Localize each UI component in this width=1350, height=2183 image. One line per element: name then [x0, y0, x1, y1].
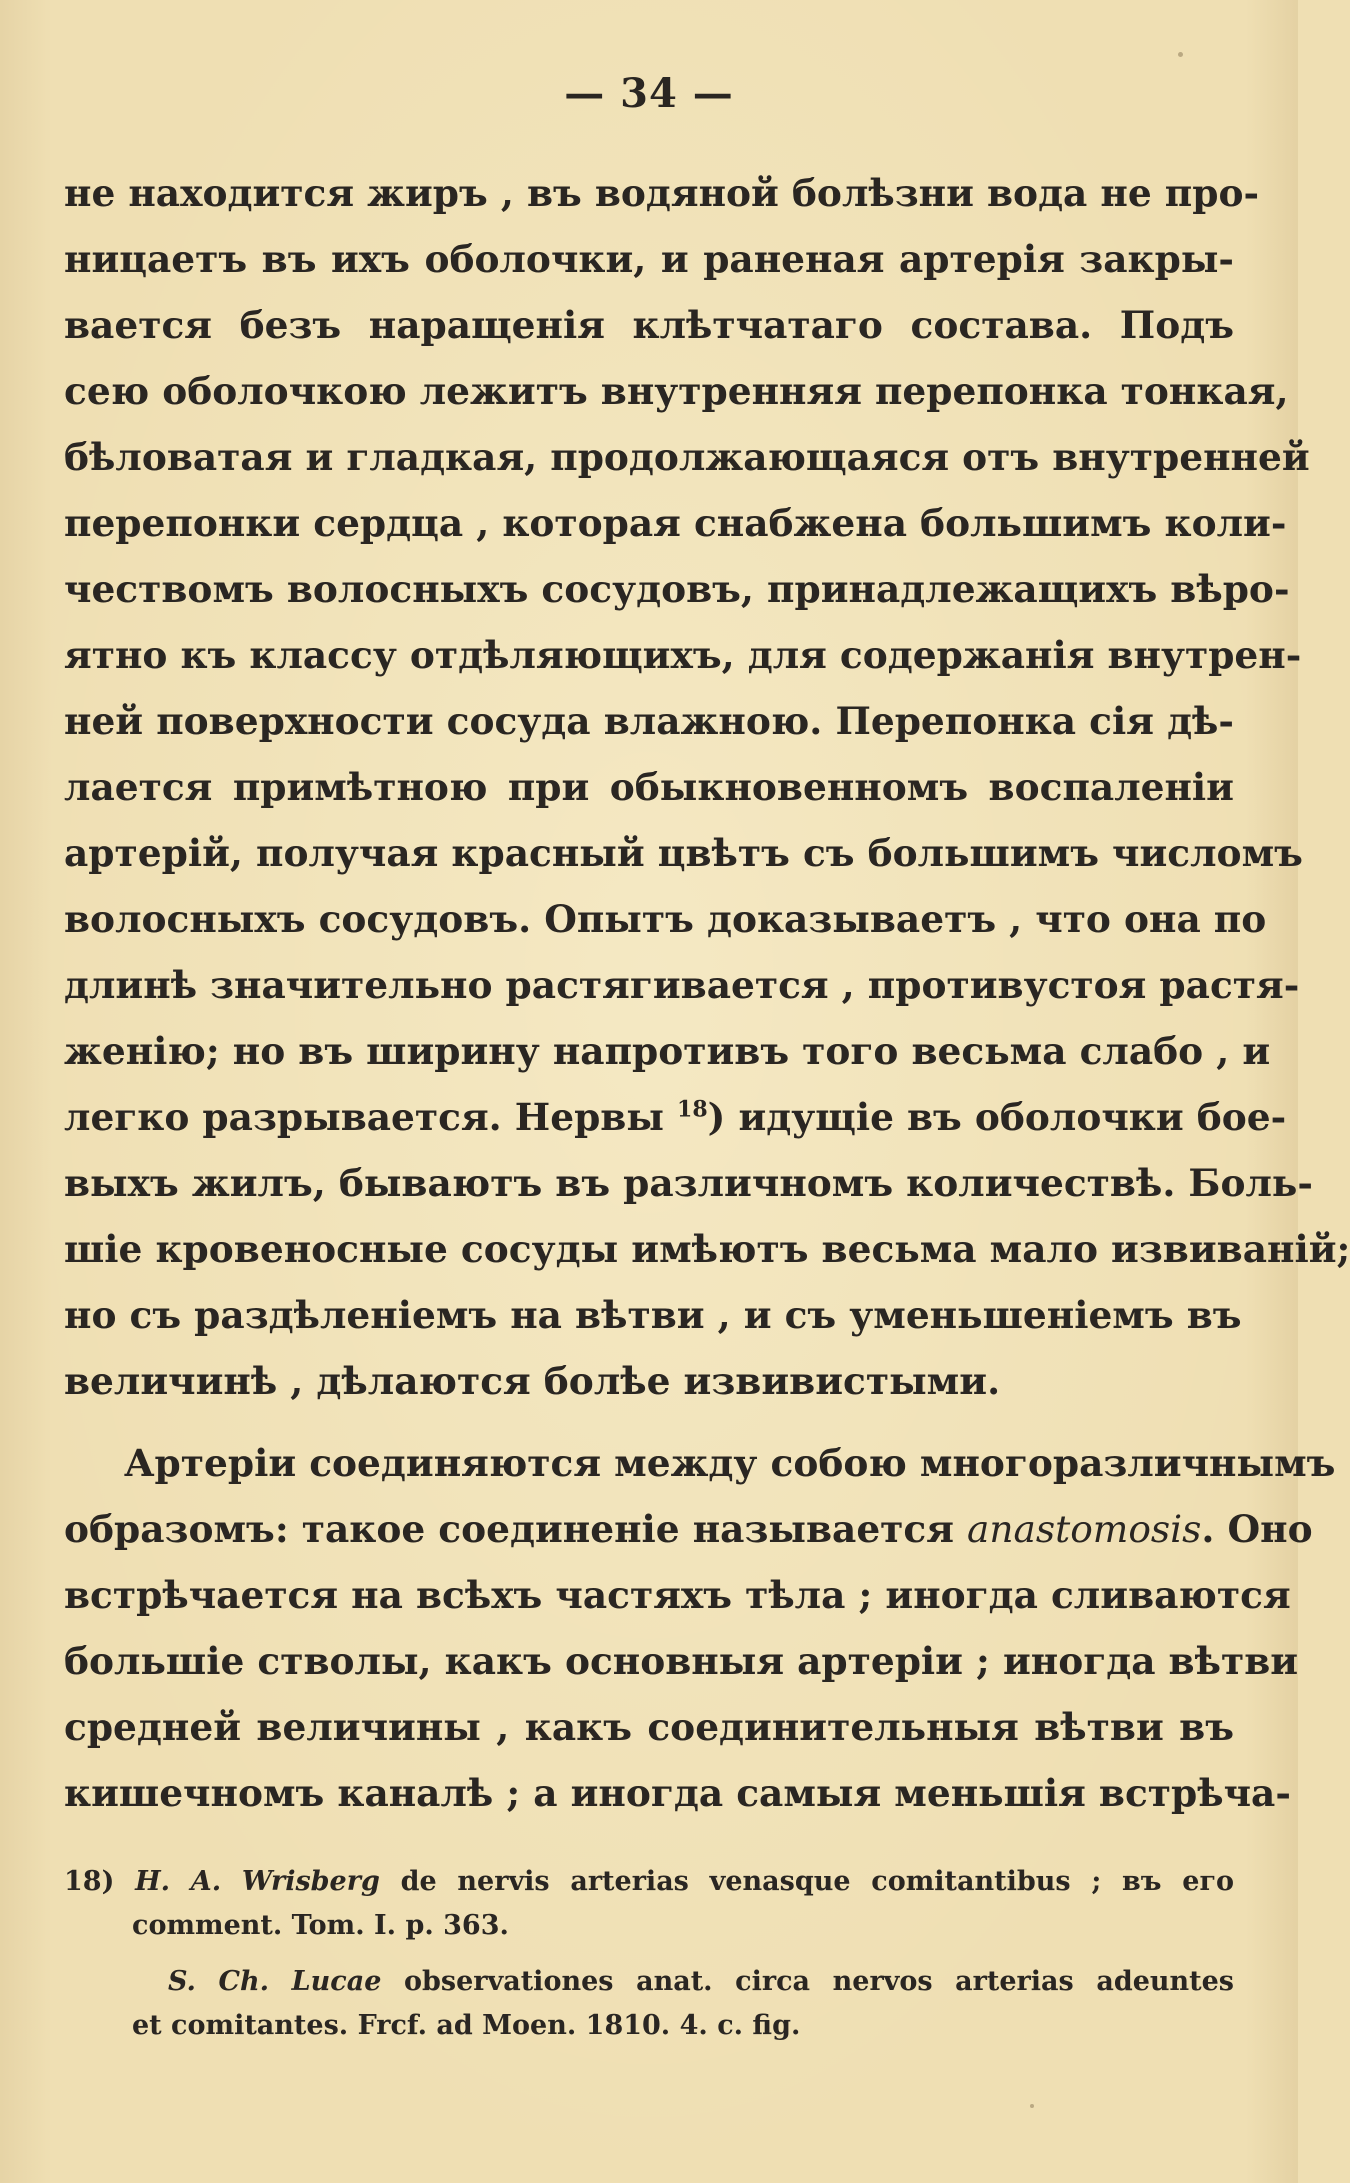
footnote-number: 18)	[64, 1866, 115, 1897]
text-line: ней поверхности сосуда влажною. Перепонка сія дѣ-	[64, 699, 1234, 743]
footnote-line	[64, 1860, 1234, 1904]
footnote-line: et comitantes. Frcf. ad Moen. 1810. 4. c. fig.	[132, 2010, 801, 2041]
text-line: средней величины , какъ соединительныя вѣтви въ	[64, 1705, 1234, 1749]
footnotes	[64, 1860, 1234, 2048]
footnote-author: S. Ch. Lucae	[168, 1966, 382, 1997]
footnote-text: de nervis arterias venasque comitantibus ; въ его	[379, 1866, 1235, 1897]
text-line: шіе кровеносные сосуды имѣютъ весьма мало извиваній;	[64, 1227, 1350, 1271]
paper-speck	[1178, 52, 1183, 57]
text-line: женію; но въ ширину напротивъ того весьма слабо , и	[64, 1029, 1271, 1073]
paper-speck	[1030, 2104, 1034, 2108]
text-line: не находится жиръ , въ водяной болѣзни вода не про-	[64, 171, 1260, 215]
text-line: большіе стволы, какъ основныя артеріи ; иногда вѣтви	[64, 1639, 1299, 1683]
text-line: выхъ жилъ, бываютъ въ различномъ количествѣ. Боль-	[64, 1161, 1313, 1205]
text-line: ятно къ классу отдѣляющихъ, для содержанія внутрен-	[64, 633, 1302, 677]
footnote-gap	[64, 1948, 1234, 1960]
text-line: длинѣ значительно растягивается , противустоя растя-	[64, 963, 1300, 1007]
text-fragment: легко разрывается. Нервы	[64, 1095, 678, 1139]
text-line: перепонки сердца , которая снабжена большимъ коли-	[64, 501, 1287, 545]
text-line: чествомъ волосныхъ сосудовъ, принадлежащихъ вѣро-	[64, 567, 1290, 611]
text-line: сею оболочкою лежитъ внутренняя перепонка тонкая,	[64, 369, 1289, 413]
text-line: артерій, получая красный цвѣтъ съ большимъ числомъ	[64, 831, 1303, 875]
footnote-reference: 18	[677, 1096, 708, 1123]
paragraph-gap	[64, 1414, 1234, 1430]
text-line: бѣловатая и гладкая, продолжающаяся отъ внутренней	[64, 435, 1310, 479]
footnote-author: H. A. Wrisberg	[135, 1866, 380, 1897]
text-line: волосныхъ сосудовъ. Опытъ доказываетъ , что она по	[64, 897, 1267, 941]
text-line-with-footnote-ref	[64, 1084, 1287, 1150]
text-fragment: ) идущіе въ оболочки бое-	[707, 1095, 1287, 1139]
text-line: вается безъ наращенія клѣтчатаго состава. Подъ	[64, 303, 1234, 347]
text-fragment: образомъ: такое соединеніе называется	[64, 1507, 968, 1551]
text-line: величинѣ , дѣлаются болѣе извивистыми.	[64, 1359, 1001, 1403]
footnote-line: comment. Tom. I. p. 363.	[132, 1910, 509, 1941]
footnote-line	[64, 1960, 1234, 2004]
page-number: — 34 —	[564, 70, 734, 117]
text-fragment: . Оно	[1201, 1507, 1313, 1551]
latin-term: anastomosis	[967, 1507, 1202, 1551]
text-line: кишечномъ каналѣ ; а иногда самыя меньшія встрѣча-	[64, 1771, 1291, 1815]
text-line: встрѣчается на всѣхъ частяхъ тѣла ; иногда сливаются	[64, 1573, 1291, 1617]
text-line: ницаетъ въ ихъ оболочки, и раненая артерія закры-	[64, 237, 1234, 281]
text-line-with-italic	[64, 1496, 1313, 1562]
text-line: лается примѣтною при обыкновенномъ воспаленіи	[64, 765, 1234, 809]
footnote-text: observationes anat. circa nervos arterias adeuntes	[381, 1966, 1235, 1997]
paragraph-first-line: Артеріи соединяются между собою многоразличнымъ	[124, 1441, 1336, 1485]
text-line: но съ раздѣленіемъ на вѣтви , и съ уменьшеніемъ въ	[64, 1293, 1242, 1337]
main-text	[64, 160, 1350, 1826]
